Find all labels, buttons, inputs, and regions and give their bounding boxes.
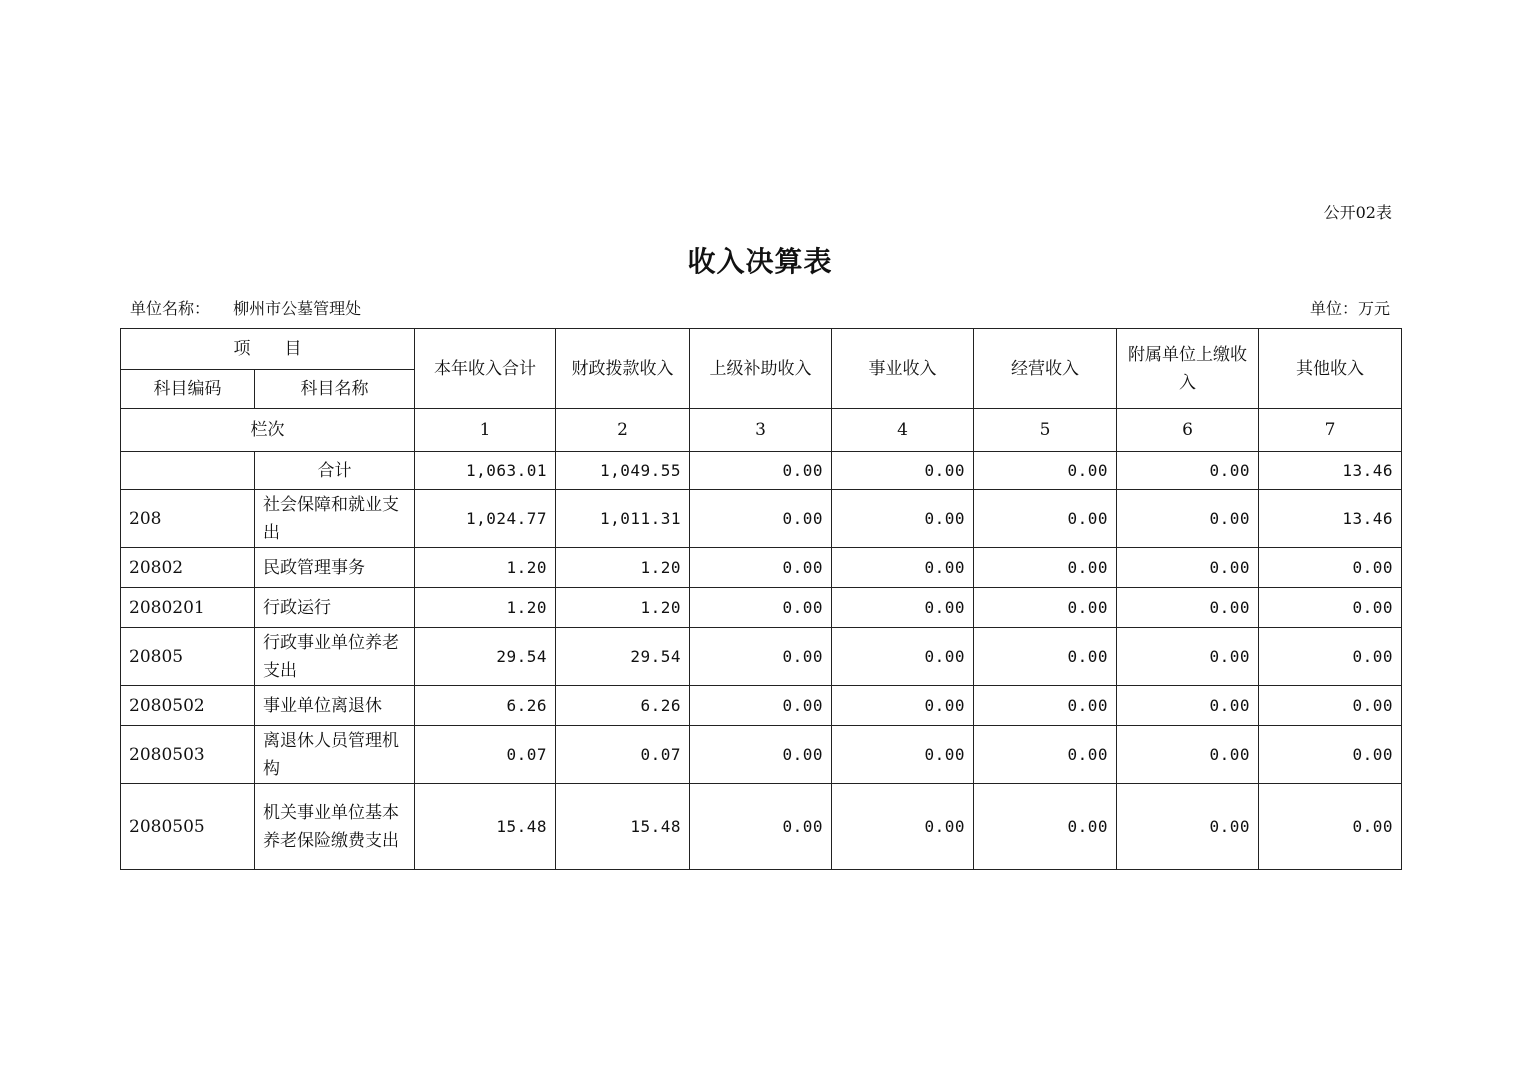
row-value: 13.46 [1259,490,1402,548]
row-value: 0.00 [1117,628,1259,686]
row-value: 0.00 [974,548,1117,588]
row-name: 民政管理事务 [255,548,415,588]
row-value: 1,024.77 [415,490,556,548]
row-value: 0.00 [690,588,832,628]
table-row [121,452,1402,490]
table-row [121,548,1402,588]
row-value: 15.48 [556,784,690,870]
row-value: 0.00 [974,588,1117,628]
row-value: 29.54 [415,628,556,686]
row-value: 0.00 [1259,686,1402,726]
row-value: 0.00 [1117,588,1259,628]
row-value: 15.48 [415,784,556,870]
row-value: 0.00 [832,548,974,588]
header-col-1: 本年收入合计 [415,329,556,409]
row-value: 1.20 [415,588,556,628]
row-value: 0.00 [690,452,832,490]
row-value: 0.00 [1117,784,1259,870]
row-name: 社会保障和就业支出 [255,490,415,548]
header-col-7: 其他收入 [1259,329,1402,409]
column-index: 6 [1117,409,1259,452]
unit-name-label: 单位名称： [130,299,211,318]
row-value: 13.46 [1259,452,1402,490]
column-index: 4 [832,409,974,452]
row-value: 0.00 [832,686,974,726]
table-row [121,784,1402,870]
row-value: 0.00 [974,686,1117,726]
row-value: 1.20 [415,548,556,588]
row-name: 行政事业单位养老支出 [255,628,415,686]
row-value: 0.00 [1259,784,1402,870]
row-value: 0.00 [832,588,974,628]
header-col-6: 附属单位上缴收入 [1117,329,1259,409]
column-index: 2 [556,409,690,452]
row-value: 6.26 [556,686,690,726]
unit-name-line [130,296,361,319]
row-value: 0.07 [556,726,690,784]
column-index: 3 [690,409,832,452]
currency-unit: 单位：万元 [1309,299,1390,318]
row-code: 2080502 [121,686,255,726]
row-value: 0.00 [690,490,832,548]
column-index-row [121,409,1402,452]
row-value: 0.00 [1117,726,1259,784]
row-code: 2080201 [121,588,255,628]
row-value: 0.00 [1117,452,1259,490]
row-code: 2080503 [121,726,255,784]
row-code: 208 [121,490,255,548]
row-value: 0.00 [1259,628,1402,686]
table-row [121,628,1402,686]
row-value: 0.00 [974,726,1117,784]
row-value: 1.20 [556,548,690,588]
header-project: 项 目 [121,329,415,370]
row-value: 0.00 [1259,548,1402,588]
row-value: 0.00 [832,452,974,490]
table-row [121,490,1402,548]
row-code: 2080505 [121,784,255,870]
row-value: 0.00 [1259,588,1402,628]
row-value: 0.00 [974,784,1117,870]
row-name: 离退休人员管理机构 [255,726,415,784]
row-value: 0.00 [1117,490,1259,548]
row-value: 1,011.31 [556,490,690,548]
row-name: 机关事业单位基本养老保险缴费支出 [255,784,415,870]
header-row [121,329,1402,370]
row-value: 0.00 [974,490,1117,548]
row-value: 6.26 [415,686,556,726]
row-value: 0.00 [832,784,974,870]
header-name: 科目名称 [255,370,415,409]
row-value: 29.54 [556,628,690,686]
row-value: 1.20 [556,588,690,628]
table-row [121,686,1402,726]
row-value: 0.00 [690,548,832,588]
header-code: 科目编码 [121,370,255,409]
row-value: 1,049.55 [556,452,690,490]
row-code [121,452,255,490]
table-row [121,588,1402,628]
row-value: 0.00 [832,628,974,686]
row-value: 0.00 [1117,548,1259,588]
row-value: 0.00 [690,686,832,726]
header-col-2: 财政拨款收入 [556,329,690,409]
row-value: 0.00 [1117,686,1259,726]
row-value: 0.07 [415,726,556,784]
row-value: 0.00 [974,452,1117,490]
row-name: 行政运行 [255,588,415,628]
row-value: 1,063.01 [415,452,556,490]
header-col-5: 经营收入 [974,329,1117,409]
row-name: 合计 [255,452,415,490]
row-value: 0.00 [690,726,832,784]
row-value: 0.00 [832,726,974,784]
row-name: 事业单位离退休 [255,686,415,726]
column-index: 5 [974,409,1117,452]
row-value: 0.00 [832,490,974,548]
income-settlement-table [120,328,1402,870]
unit-name: 柳州市公墓管理处 [233,299,362,318]
form-number: 公开02表 [1323,203,1392,222]
table-body [121,452,1402,870]
column-index: 1 [415,409,556,452]
row-value: 0.00 [974,628,1117,686]
row-code: 20805 [121,628,255,686]
header-col-3: 上级补助收入 [690,329,832,409]
row-value: 0.00 [1259,726,1402,784]
row-code: 20802 [121,548,255,588]
header-col-4: 事业收入 [832,329,974,409]
table-row [121,726,1402,784]
column-index-label: 栏次 [121,409,415,452]
page-title: 收入决算表 [687,245,833,278]
row-value: 0.00 [690,784,832,870]
column-index: 7 [1259,409,1402,452]
row-value: 0.00 [690,628,832,686]
